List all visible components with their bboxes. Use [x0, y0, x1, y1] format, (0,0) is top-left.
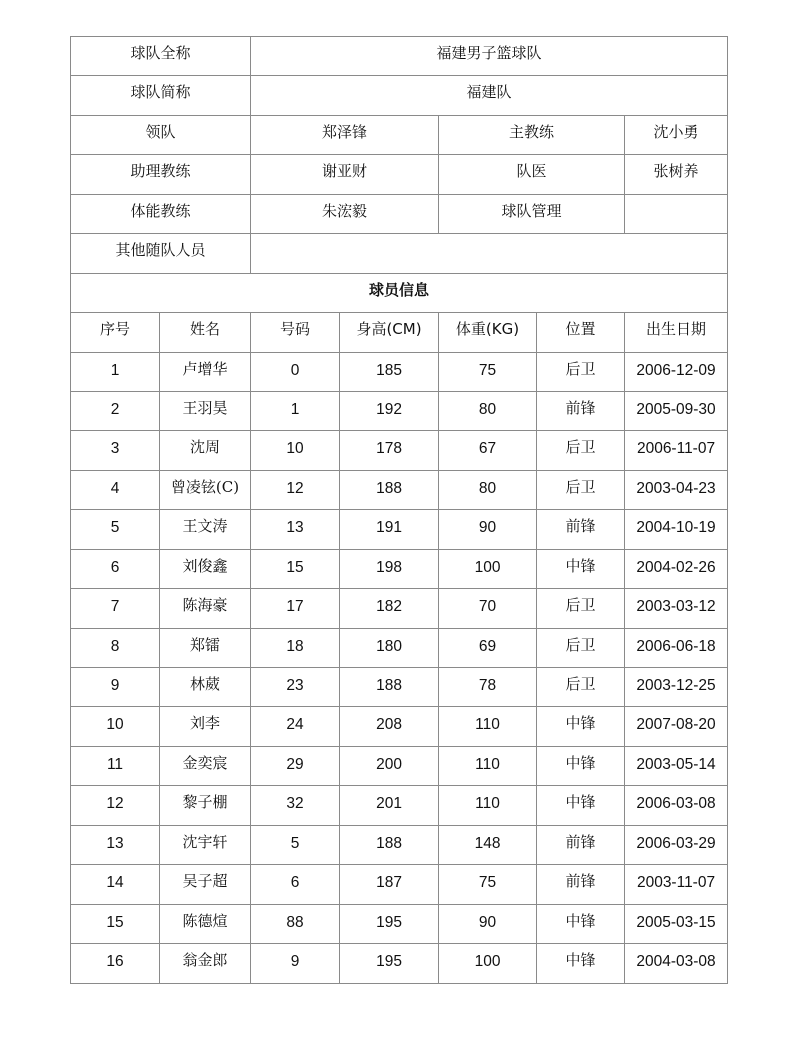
table-row	[71, 786, 728, 825]
team-full-name-row	[71, 37, 728, 76]
column-header-name: 姓名	[160, 313, 251, 352]
doctor-value: 张树养	[625, 155, 728, 194]
player-birth: 2005-09-30	[625, 391, 728, 430]
player-height: 192	[340, 391, 439, 430]
player-number: 13	[251, 510, 340, 549]
player-birth: 2003-12-25	[625, 668, 728, 707]
player-birth: 2003-04-23	[625, 470, 728, 509]
player-weight: 148	[439, 825, 537, 864]
player-weight: 67	[439, 431, 537, 470]
player-weight: 75	[439, 352, 537, 391]
player-name: 陈德煊	[160, 904, 251, 943]
player-weight: 75	[439, 865, 537, 904]
player-weight: 110	[439, 707, 537, 746]
column-header-height: 身高(CM)	[340, 313, 439, 352]
player-name: 黎子棚	[160, 786, 251, 825]
table-row	[71, 391, 728, 430]
assistant-coach-label: 助理教练	[71, 155, 251, 194]
player-birth: 2006-03-08	[625, 786, 728, 825]
player-no: 5	[71, 510, 160, 549]
player-birth: 2006-06-18	[625, 628, 728, 667]
player-height: 178	[340, 431, 439, 470]
team-full-name-label: 球队全称	[71, 37, 251, 76]
player-no: 1	[71, 352, 160, 391]
player-position: 后卫	[537, 470, 625, 509]
player-height: 188	[340, 825, 439, 864]
head-coach-value: 沈小勇	[625, 115, 728, 154]
other-staff-label: 其他随队人员	[71, 234, 251, 273]
table-row	[71, 944, 728, 983]
player-no: 11	[71, 746, 160, 785]
team-roster-table	[70, 36, 728, 984]
player-number: 1	[251, 391, 340, 430]
other-staff-row	[71, 234, 728, 273]
player-height: 200	[340, 746, 439, 785]
players-section-row	[71, 273, 728, 312]
player-name: 沈宇轩	[160, 825, 251, 864]
player-position: 中锋	[537, 549, 625, 588]
player-number: 10	[251, 431, 340, 470]
player-weight: 110	[439, 746, 537, 785]
table-row	[71, 589, 728, 628]
player-height: 198	[340, 549, 439, 588]
player-weight: 110	[439, 786, 537, 825]
player-height: 182	[340, 589, 439, 628]
player-position: 中锋	[537, 944, 625, 983]
player-position: 前锋	[537, 825, 625, 864]
leader-coach-row	[71, 115, 728, 154]
player-birth: 2004-03-08	[625, 944, 728, 983]
player-height: 201	[340, 786, 439, 825]
player-position: 后卫	[537, 628, 625, 667]
player-height: 195	[340, 944, 439, 983]
player-number: 9	[251, 944, 340, 983]
player-weight: 80	[439, 470, 537, 509]
manager-value	[625, 194, 728, 233]
player-position: 后卫	[537, 589, 625, 628]
assistant-coach-value: 谢亚财	[251, 155, 439, 194]
leader-label: 领队	[71, 115, 251, 154]
player-position: 后卫	[537, 668, 625, 707]
player-weight: 90	[439, 904, 537, 943]
player-position: 中锋	[537, 786, 625, 825]
table-row	[71, 668, 728, 707]
player-no: 16	[71, 944, 160, 983]
player-position: 后卫	[537, 431, 625, 470]
table-row	[71, 628, 728, 667]
player-name: 翁金郎	[160, 944, 251, 983]
player-number: 32	[251, 786, 340, 825]
player-no: 15	[71, 904, 160, 943]
player-weight: 100	[439, 944, 537, 983]
table-row	[71, 352, 728, 391]
player-position: 中锋	[537, 707, 625, 746]
fitness-manager-row	[71, 194, 728, 233]
player-no: 2	[71, 391, 160, 430]
player-number: 0	[251, 352, 340, 391]
leader-value: 郑泽锋	[251, 115, 439, 154]
player-birth: 2006-03-29	[625, 825, 728, 864]
team-short-name-value: 福建队	[251, 76, 728, 115]
player-number: 24	[251, 707, 340, 746]
player-no: 13	[71, 825, 160, 864]
table-row	[71, 825, 728, 864]
table-row	[71, 510, 728, 549]
players-header-row	[71, 313, 728, 352]
player-no: 10	[71, 707, 160, 746]
players-section-title: 球员信息	[71, 273, 728, 312]
player-birth: 2003-11-07	[625, 865, 728, 904]
player-no: 8	[71, 628, 160, 667]
player-no: 7	[71, 589, 160, 628]
player-height: 188	[340, 470, 439, 509]
fitness-coach-value: 朱浤毅	[251, 194, 439, 233]
team-full-name-value: 福建男子篮球队	[251, 37, 728, 76]
player-number: 15	[251, 549, 340, 588]
player-name: 刘李	[160, 707, 251, 746]
player-name: 吴子超	[160, 865, 251, 904]
player-birth: 2003-03-12	[625, 589, 728, 628]
table-row	[71, 865, 728, 904]
player-height: 180	[340, 628, 439, 667]
table-row	[71, 549, 728, 588]
player-name: 陈海豪	[160, 589, 251, 628]
player-no: 9	[71, 668, 160, 707]
player-height: 187	[340, 865, 439, 904]
table-row	[71, 904, 728, 943]
player-height: 188	[340, 668, 439, 707]
head-coach-label: 主教练	[439, 115, 625, 154]
player-name: 王羽昊	[160, 391, 251, 430]
player-height: 195	[340, 904, 439, 943]
player-name: 王文涛	[160, 510, 251, 549]
player-height: 185	[340, 352, 439, 391]
player-weight: 80	[439, 391, 537, 430]
player-weight: 78	[439, 668, 537, 707]
player-birth: 2004-10-19	[625, 510, 728, 549]
player-weight: 69	[439, 628, 537, 667]
player-number: 88	[251, 904, 340, 943]
player-weight: 100	[439, 549, 537, 588]
player-birth: 2004-02-26	[625, 549, 728, 588]
column-header-weight: 体重(KG)	[439, 313, 537, 352]
player-name: 曾凌铉(C)	[160, 470, 251, 509]
player-no: 3	[71, 431, 160, 470]
table-row	[71, 707, 728, 746]
column-header-position: 位置	[537, 313, 625, 352]
column-header-birth: 出生日期	[625, 313, 728, 352]
player-name: 刘俊鑫	[160, 549, 251, 588]
player-no: 6	[71, 549, 160, 588]
player-position: 中锋	[537, 904, 625, 943]
player-position: 中锋	[537, 746, 625, 785]
player-birth: 2006-11-07	[625, 431, 728, 470]
player-no: 12	[71, 786, 160, 825]
table-row	[71, 746, 728, 785]
player-name: 卢增华	[160, 352, 251, 391]
player-number: 12	[251, 470, 340, 509]
player-number: 23	[251, 668, 340, 707]
player-number: 5	[251, 825, 340, 864]
player-position: 前锋	[537, 865, 625, 904]
player-name: 郑镭	[160, 628, 251, 667]
player-number: 17	[251, 589, 340, 628]
player-number: 6	[251, 865, 340, 904]
team-short-name-label: 球队简称	[71, 76, 251, 115]
player-height: 208	[340, 707, 439, 746]
player-position: 后卫	[537, 352, 625, 391]
player-no: 4	[71, 470, 160, 509]
doctor-label: 队医	[439, 155, 625, 194]
player-weight: 90	[439, 510, 537, 549]
player-position: 前锋	[537, 391, 625, 430]
player-rows	[71, 352, 728, 983]
player-name: 沈周	[160, 431, 251, 470]
team-short-name-row	[71, 76, 728, 115]
column-header-number: 号码	[251, 313, 340, 352]
player-name: 金奕宸	[160, 746, 251, 785]
player-weight: 70	[439, 589, 537, 628]
fitness-coach-label: 体能教练	[71, 194, 251, 233]
player-birth: 2003-05-14	[625, 746, 728, 785]
player-height: 191	[340, 510, 439, 549]
manager-label: 球队管理	[439, 194, 625, 233]
player-name: 林葳	[160, 668, 251, 707]
player-no: 14	[71, 865, 160, 904]
player-number: 29	[251, 746, 340, 785]
player-birth: 2007-08-20	[625, 707, 728, 746]
column-header-no: 序号	[71, 313, 160, 352]
other-staff-value	[251, 234, 728, 273]
table-row	[71, 431, 728, 470]
player-birth: 2005-03-15	[625, 904, 728, 943]
assistant-doctor-row	[71, 155, 728, 194]
player-number: 18	[251, 628, 340, 667]
player-birth: 2006-12-09	[625, 352, 728, 391]
player-position: 前锋	[537, 510, 625, 549]
table-row	[71, 470, 728, 509]
